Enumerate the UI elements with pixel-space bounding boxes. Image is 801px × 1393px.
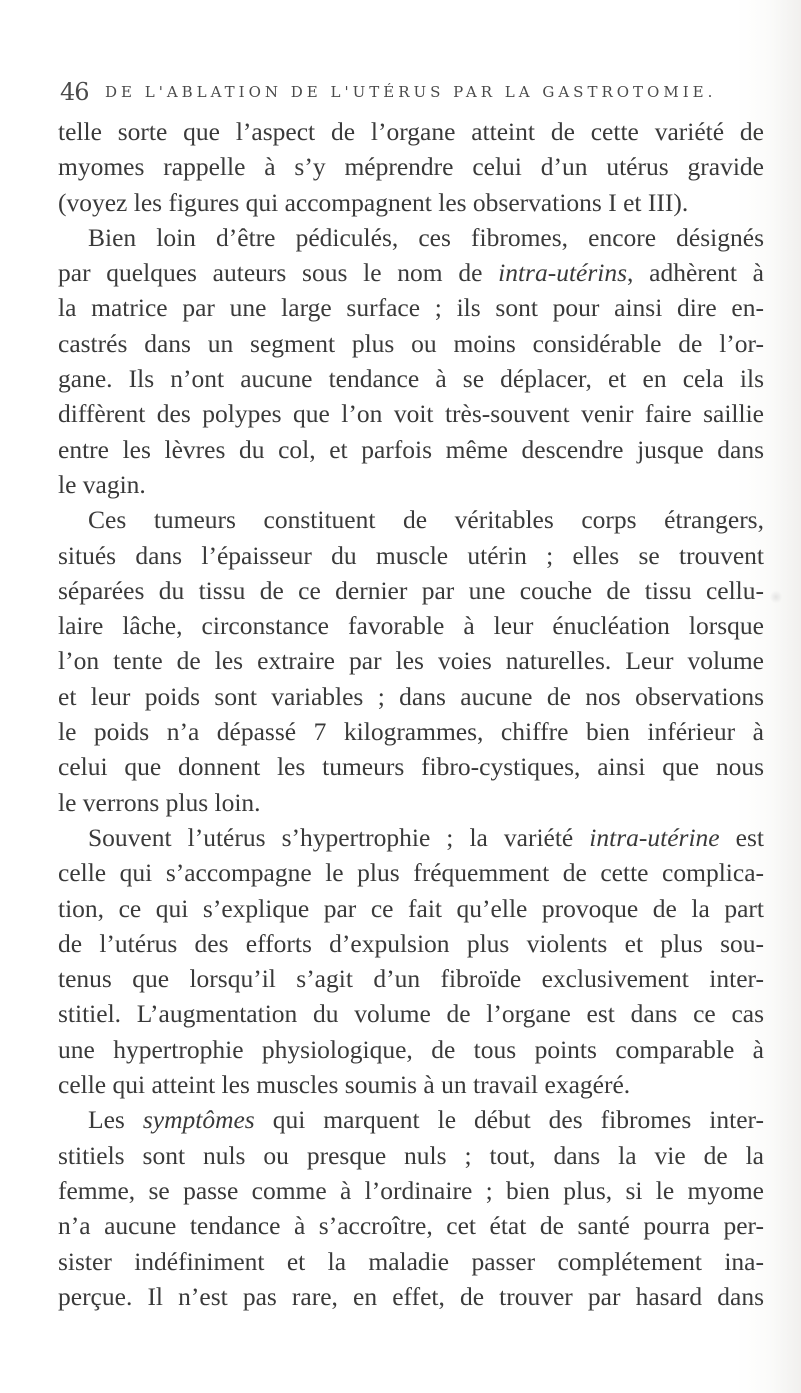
text-line bbox=[58, 1102, 764, 1137]
line-text: celle qui atteint les muscles soumis à un travail exagéré. bbox=[58, 1070, 631, 1100]
italic-term: symptômes bbox=[142, 1105, 255, 1135]
text-line bbox=[58, 891, 764, 926]
line-text: séparées du tissu de ce dernier par une couche de tissu cellu- bbox=[58, 575, 764, 605]
line-text: l’on tente de les extraire par les voies naturelles. Leur volume bbox=[58, 646, 764, 676]
line-text: une hypertrophie physiologique, de tous points comparable à bbox=[58, 1034, 764, 1064]
text-line bbox=[58, 326, 764, 361]
text-line bbox=[58, 467, 764, 502]
text-line bbox=[58, 926, 764, 961]
text-line bbox=[58, 432, 764, 467]
line-text: n’a aucune tendance à s’accroître, cet état de santé pourra per- bbox=[58, 1211, 764, 1241]
text-line bbox=[58, 961, 764, 996]
line-text: par quelques auteurs sous le nom de bbox=[58, 258, 499, 288]
italic-term: intra-utérine bbox=[589, 822, 720, 852]
line-text: est bbox=[719, 822, 764, 852]
line-text: le vagin. bbox=[58, 469, 146, 499]
line-text: perçue. Il n’est pas rare, en effet, de trouver par hasard dans bbox=[58, 1281, 764, 1311]
line-text: castrés dans un segment plus ou moins considérable de l’or- bbox=[58, 328, 764, 358]
italic-term: intra-utérins bbox=[498, 258, 628, 288]
text-line bbox=[58, 573, 764, 608]
text-line bbox=[58, 820, 764, 855]
body-text bbox=[58, 114, 764, 1314]
line-text: stitiels sont nuls ou presque nuls ; tout, dans la vie de la bbox=[58, 1140, 764, 1170]
line-text: femme, se passe comme à l’ordinaire ; bien plus, si le myome bbox=[58, 1175, 764, 1205]
line-text: gane. Ils n’ont aucune tendance à se déplacer, et en cela ils bbox=[58, 364, 764, 394]
line-text: diffèrent des polypes que l’on voit très-souvent venir faire saillie bbox=[58, 399, 764, 429]
text-line bbox=[58, 714, 764, 749]
line-text: qui marquent le début des fibromes inter- bbox=[254, 1105, 764, 1135]
text-line bbox=[58, 855, 764, 890]
line-text: celle qui s’accompagne le plus fréquemment de cette complica- bbox=[58, 858, 764, 888]
line-text: Bien loin d’être pédiculés, ces fibromes, encore désignés bbox=[88, 222, 764, 252]
line-text: myomes rappelle à s’y méprendre celui d’un utérus gravide bbox=[58, 152, 764, 182]
line-text: sister indéfiniment et la maladie passer complétement ina- bbox=[58, 1246, 764, 1276]
text-line bbox=[58, 185, 764, 220]
text-line bbox=[58, 149, 764, 184]
text-line bbox=[58, 220, 764, 255]
line-text: tion, ce qui s’explique par ce fait qu’elle provoque de la part bbox=[58, 893, 764, 923]
text-line bbox=[58, 1032, 764, 1067]
line-text: Souvent l’utérus s’hypertrophie ; la variété bbox=[88, 822, 590, 852]
text-line bbox=[58, 1208, 764, 1243]
text-line bbox=[58, 1138, 764, 1173]
text-line bbox=[58, 679, 764, 714]
text-line bbox=[58, 255, 764, 290]
line-text: Ces tumeurs constituent de véritables corps étrangers, bbox=[88, 505, 764, 535]
line-text: et leur poids sont variables ; dans aucune de nos observations bbox=[58, 681, 764, 711]
line-text: (voyez les figures qui accompagnent les observations I et III). bbox=[58, 187, 689, 217]
line-text: la matrice par une large surface ; ils sont pour ainsi dire en- bbox=[58, 293, 764, 323]
text-line bbox=[58, 502, 764, 537]
page-number: 46 bbox=[60, 78, 89, 106]
line-text: stitiel. L’augmentation du volume de l’organe est dans ce cas bbox=[58, 999, 764, 1029]
text-line bbox=[58, 396, 764, 431]
line-text: le poids n’a dépassé 7 kilogrammes, chiffre bien inférieur à bbox=[58, 717, 764, 747]
line-text: celui que donnent les tumeurs fibro-cystiques, ainsi que nous bbox=[58, 752, 764, 782]
text-line bbox=[58, 1279, 764, 1314]
paper-smudge bbox=[770, 590, 782, 604]
line-text: de l’utérus des efforts d’expulsion plus violents et plus sou- bbox=[58, 928, 764, 958]
running-title: DE L'ABLATION DE L'UTÉRUS PAR LA GASTROTOMIE. bbox=[105, 83, 717, 101]
line-text: le verrons plus loin. bbox=[58, 787, 261, 817]
line-text: telle sorte que l’aspect de l’organe atteint de cette variété de bbox=[58, 117, 764, 146]
line-text: , adhèrent à bbox=[627, 258, 764, 288]
line-text: entre les lèvres du col, et parfois même descendre jusque dans bbox=[58, 434, 764, 464]
page-header bbox=[60, 78, 760, 108]
line-text: situés dans l’épaisseur du muscle utérin ; elles se trouvent bbox=[58, 540, 764, 570]
text-line bbox=[58, 996, 764, 1031]
text-line bbox=[58, 1173, 764, 1208]
text-line bbox=[58, 290, 764, 325]
line-text: Les bbox=[88, 1105, 143, 1135]
text-line bbox=[58, 785, 764, 820]
text-line bbox=[58, 361, 764, 396]
text-line bbox=[58, 1067, 764, 1102]
text-line bbox=[58, 643, 764, 678]
text-line bbox=[58, 749, 764, 784]
text-line bbox=[58, 114, 764, 149]
text-line bbox=[58, 608, 764, 643]
line-text: tenus que lorsqu’il s’agit d’un fibroïde exclusivement inter- bbox=[58, 964, 764, 994]
text-line bbox=[58, 1244, 764, 1279]
line-text: laire lâche, circonstance favorable à leur énucléation lorsque bbox=[58, 611, 764, 641]
text-line bbox=[58, 538, 764, 573]
